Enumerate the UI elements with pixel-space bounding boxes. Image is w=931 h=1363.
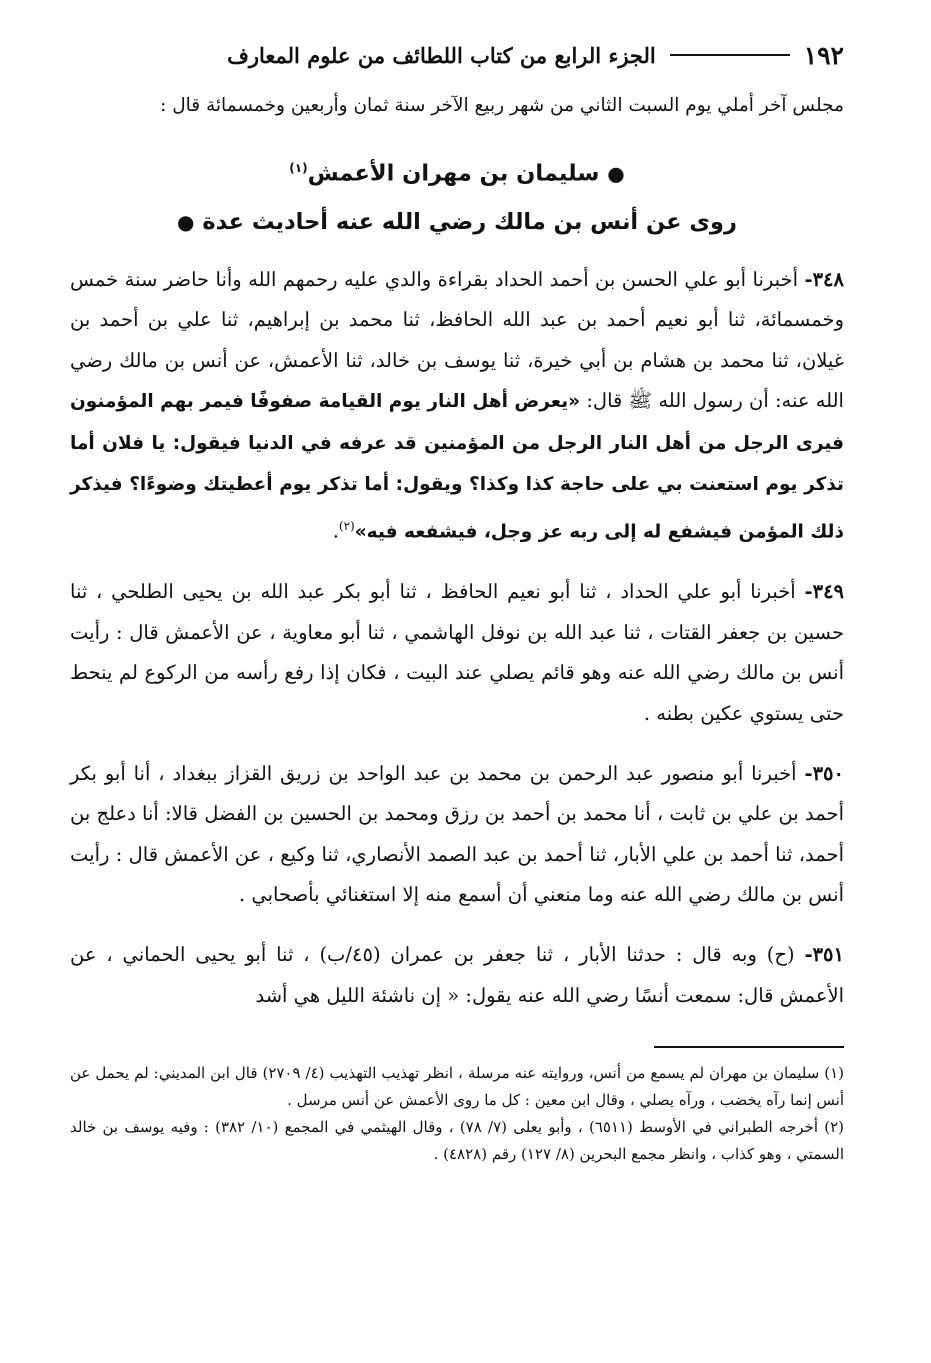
narrator-name: سليمان بن مهران الأعمش	[307, 160, 600, 187]
page-number: ١٩٢	[803, 40, 844, 70]
page-header	[70, 30, 844, 80]
section-title-narrator	[70, 144, 844, 198]
hadith-number: ٣٥٠-	[804, 761, 844, 785]
footnote-1: (١) سليمان بن مهران لم يسمع من أنس، وروايته عنه مرسلة ، انظر تهذيب التهذيب (٤/ ٢٧٠٩) قال ابن المديني: لم يحمل عن أنس إنما رآه يخضب ، ورآه يصلي ، وقال ابن معين : كل ما روى الأعمش عن أنس مرسل .	[70, 1064, 844, 1109]
running-title: الجزء الرابع من كتاب اللطائف من علوم المعارف	[227, 42, 656, 68]
hadith-349	[70, 572, 844, 734]
subtitle-text: روى عن أنس بن مالك رضي الله عنه أحاديث عدة	[202, 208, 737, 235]
hadith-quote: «يعرض أهل النار يوم القيامة صفوفًا فيمر بهم المؤمنون فيرى الرجل من أهل النار الرجل من المؤمنين قد عرفه في الدنيا فيقول: يا فلان أما تذكر يوم استعنت بي على حاجة كذا وكذا؟ ويقول: أما تذكر يوم أعطيتك وضوءًا؟ فيذكر ذلك المؤمن فيشفع له إلى ربه عز وجل، فيشفعه فيه»	[70, 391, 844, 542]
footnotes	[70, 1060, 844, 1168]
hadith-text: أخبرنا أبو منصور عبد الرحمن بن محمد بن عبد الواحد بن زريق القزاز ببغداد ، أنا أبو بكر أحمد بن علي بن ثابت ، أنا محمد بن أحمد بن رزق ومحمد بن الحسين بن الفضل قالا: أنا دعلج بن أحمد، ثنا أحمد بن علي الأبار، ثنا أحمد بن عبد الصمد الأنصاري، ثنا وكيع ، عن الأعمش قال : رأيت أنس بن مالك رضي الله عنه وما منعني أن أسمع منه إلا استغنائي بأصحابي .	[70, 761, 844, 906]
hadith-text: (ح) وبه قال : حدثنا الأبار ، ثنا جعفر بن عمران (٤٥/ب) ، ثنا أبو يحيى الحماني ، عن الأعمش قال: سمعت أنسًا رضي الله عنه يقول: « إن ناشئة الليل هي أشد	[70, 943, 844, 1007]
hadith-348	[70, 260, 844, 553]
hadith-number: ٣٥١-	[804, 943, 844, 966]
session-intro: مجلس آخر أملي يوم السبت الثاني من شهر ربيع الآخر سنة ثمان وأربعين وخمسمائة قال :	[160, 95, 844, 116]
hadith-text: أخبرنا أبو علي الحسن بن أحمد الحداد بقراءة والدي عليه رحمهم الله وأنا حاضر سنة خمس وخمسمائة، ثنا أبو نعيم أحمد بن عبد الله الحافظ، ثنا محمد بن إبراهيم، ثنا علي بن أحمد بن غيلان، ثنا محمد بن هشام بن أبي خيرة، ثنا يوسف بن خالد، ثنا الأعمش، عن أنس بن مالك رضي الله عنه: أن رسول الله ﷺ قال:	[70, 267, 844, 412]
header-rule	[670, 54, 790, 56]
hadith-text: أخبرنا أبو علي الحداد ، ثنا أبو نعيم الحافظ ، ثنا أبو بكر عبد الله بن يحيى الطلحي ، ثنا حسين بن جعفر القتات ، ثنا عبد الله بن نوفل الهاشمي ، ثنا أبو معاوية ، عن الأعمش قال : رأيت أنس بن مالك رضي الله عنه وهو قائم يصلي عند البيت ، فكان إذا رفع رأسه من الركوع لم ينحط حتى يستوي عكين بطنه .	[70, 580, 844, 725]
footnote-rule	[654, 1046, 844, 1048]
hadith-number: ٣٤٨-	[804, 267, 844, 291]
section-subtitle	[70, 198, 844, 246]
footnote-ref-1: (١)	[289, 161, 308, 175]
bullet-icon: ●	[607, 161, 625, 186]
book-page	[70, 30, 844, 1168]
hadith-351	[70, 935, 844, 1016]
bullet-icon: ●	[177, 209, 195, 234]
hadith-350	[70, 754, 844, 916]
hadith-number: ٣٤٩-	[804, 580, 845, 603]
footnote-ref-2: (٢)	[338, 518, 355, 533]
hadith-end: .	[332, 519, 339, 542]
footnote-2: (٢) أخرجه الطبراني في الأوسط (٦٥١١) ، وأبو يعلى (٧/ ٧٨) ، وقال الهيثمي في المجمع (١٠/ ٣٨٢) : وفيه يوسف بن خالد السمتي ، وهو كذاب ، وانظر مجمع البحرين (٨/ ١٢٧) رقم (٤٨٢٨) .	[70, 1118, 844, 1163]
